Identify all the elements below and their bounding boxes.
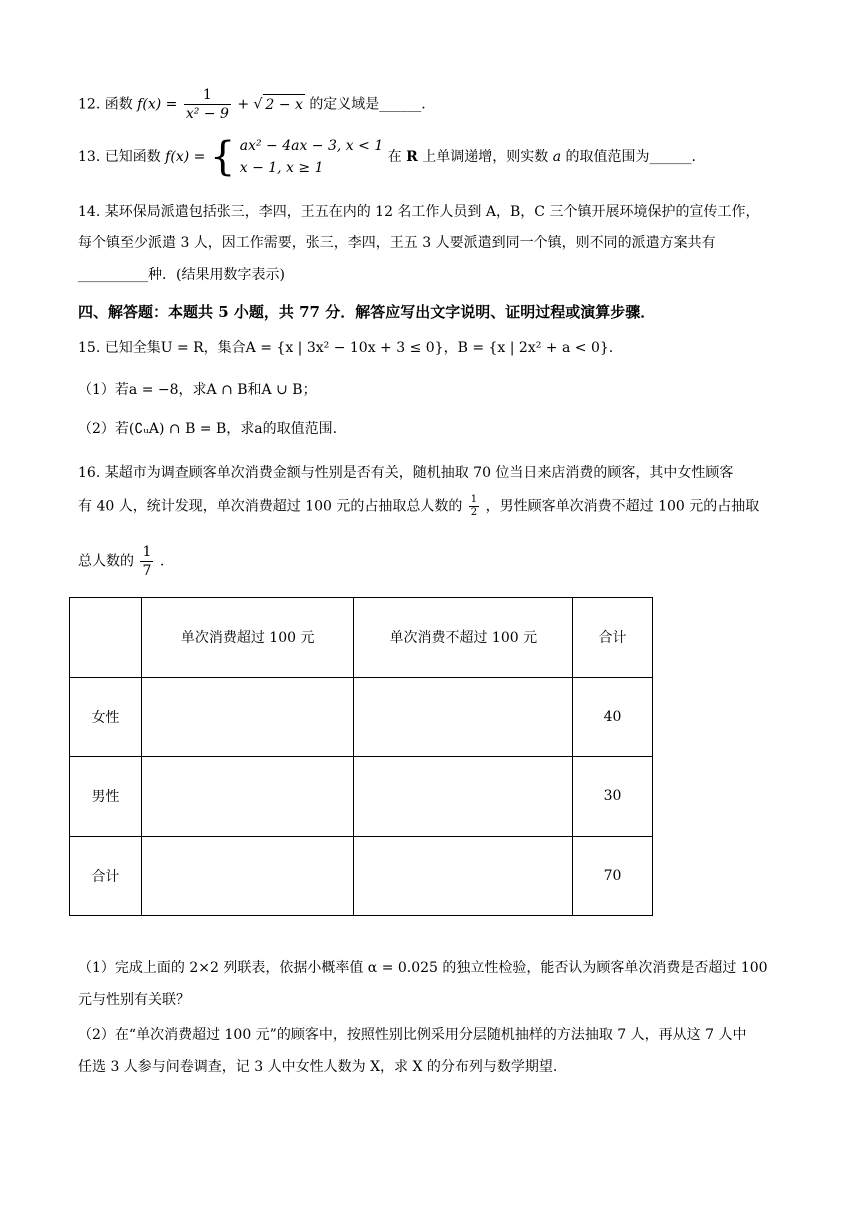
q13-piece1: ax² − 4ax − 3, x < 1 bbox=[239, 138, 384, 154]
table-row-label: 男性 bbox=[70, 757, 142, 837]
q15-part1: （1）若a = −8，求A ∩ B和A ∪ B； bbox=[78, 382, 317, 398]
q13-brace: { bbox=[209, 134, 236, 180]
q12-func: f(x) = bbox=[137, 96, 178, 113]
q12-sqrt-sign: √ bbox=[253, 96, 263, 113]
q13-pieces bbox=[240, 135, 384, 179]
q16-line2-post: ，男性顾客单次消费不超过 100 元的占抽取 bbox=[485, 498, 760, 515]
q15-part2: （2）若(∁ᵤA) ∩ B = B，求a的取值范围. bbox=[78, 421, 338, 437]
q16-seventh-den: 7 bbox=[142, 563, 152, 579]
table-cell bbox=[141, 757, 354, 837]
table-header-cell: 单次消费超过 100 元 bbox=[141, 598, 354, 678]
table-header-cell bbox=[70, 598, 142, 678]
q16-line3-post: . bbox=[159, 553, 165, 570]
q13-suffix-end: 的取值范围为______. bbox=[565, 149, 696, 165]
q14-line2: 每个镇至少派遣 3 人，因工作需要，张三，李四，王五 3 人要派遣到同一个镇，则不同的派遣方案共有 bbox=[78, 235, 716, 251]
q15-stem: 15. 已知全集U = R，集合A = {x | 3x² − 10x + 3 ≤ 0}，B = {x | 2x² + a < 0}. bbox=[78, 340, 614, 356]
q12-plus: + bbox=[237, 96, 250, 113]
q13-line bbox=[78, 135, 696, 179]
q16-line1: 16. 某超市为调查顾客单次消费金额与性别是否有关，随机抽取 70 位当日来店消费的顾客，其中女性顾客 bbox=[78, 465, 734, 481]
table-cell bbox=[141, 836, 354, 916]
table-total-cell: 70 bbox=[573, 836, 653, 916]
q16-line2-pre: 有 40 人，统计发现，单次消费超过 100 元的占抽取总人数的 bbox=[78, 498, 463, 515]
q16-part2-line1: （2）在“单次消费超过 100 元”的顾客中，按照性别比例采用分层随机抽样的方法抽取 7 人，再从这 7 人中 bbox=[78, 1027, 747, 1043]
q14-line1: 14. 某环保局派遣包括张三，李四，王五在内的 12 名工作人员到 A，B，C 三个镇开展环境保护的宣传工作， bbox=[78, 204, 760, 220]
q13-a: a bbox=[552, 149, 562, 165]
q12-sqrt-body: 2 − x bbox=[263, 94, 304, 115]
table-cell bbox=[354, 836, 573, 916]
table-row-label: 合计 bbox=[70, 836, 142, 916]
table-row-label: 女性 bbox=[70, 677, 142, 757]
q14-line3: __________种．(结果用数字表示) bbox=[78, 267, 285, 283]
q12-fraction bbox=[184, 86, 231, 123]
q16-seventh-num: 1 bbox=[142, 544, 152, 560]
q16-half-num: 1 bbox=[470, 494, 478, 505]
table-row bbox=[70, 757, 653, 837]
table-cell bbox=[141, 677, 354, 757]
q16-part1-line1: （1）完成上面的 2×2 列联表，依据小概率值 α = 0.025 的独立性检验，能否认为顾客单次消费是否超过 100 bbox=[78, 960, 768, 976]
contingency-table bbox=[69, 597, 653, 916]
q13-suffix-pre: 在 bbox=[387, 149, 402, 165]
q12-frac-den: x² − 9 bbox=[185, 106, 229, 122]
q16-line2 bbox=[78, 494, 759, 519]
q16-half-fraction bbox=[469, 494, 479, 519]
q13-piece2: x − 1, x ≥ 1 bbox=[239, 160, 324, 176]
table-cell bbox=[354, 677, 573, 757]
table-row bbox=[70, 677, 653, 757]
table-header-row bbox=[70, 598, 653, 678]
q12-line bbox=[78, 86, 426, 123]
q16-part2-line2: 任选 3 人参与问卷调查，记 3 人中女性人数为 X，求 X 的分布列与数学期望. bbox=[78, 1059, 558, 1075]
q16-line3-pre: 总人数的 bbox=[78, 553, 134, 570]
q13-R: R bbox=[406, 149, 418, 165]
table-total-cell: 30 bbox=[573, 757, 653, 837]
q13-suffix-mid: 上单调递增，则实数 bbox=[422, 149, 549, 165]
q16-line3 bbox=[78, 543, 164, 580]
table-header-cell: 单次消费不超过 100 元 bbox=[354, 598, 573, 678]
table-header-cell: 合计 bbox=[573, 598, 653, 678]
table-cell bbox=[354, 757, 573, 837]
q12-suffix: 的定义域是______. bbox=[309, 96, 426, 113]
q16-part1-line2: 元与性别有关联？ bbox=[78, 992, 190, 1008]
section4-heading: 四、解答题：本题共 5 小题，共 77 分．解答应写出文字说明、证明过程或演算步骤． bbox=[78, 303, 656, 321]
q16-half-den: 2 bbox=[470, 507, 478, 518]
q12-frac-num: 1 bbox=[184, 86, 231, 105]
q16-seventh-fraction bbox=[140, 543, 153, 580]
table-row bbox=[70, 836, 653, 916]
q13-label: 13. 已知函数 bbox=[78, 149, 161, 165]
q12-label: 12. 函数 bbox=[78, 96, 133, 113]
table-total-cell: 40 bbox=[573, 677, 653, 757]
q13-func: f(x) = bbox=[165, 149, 206, 165]
